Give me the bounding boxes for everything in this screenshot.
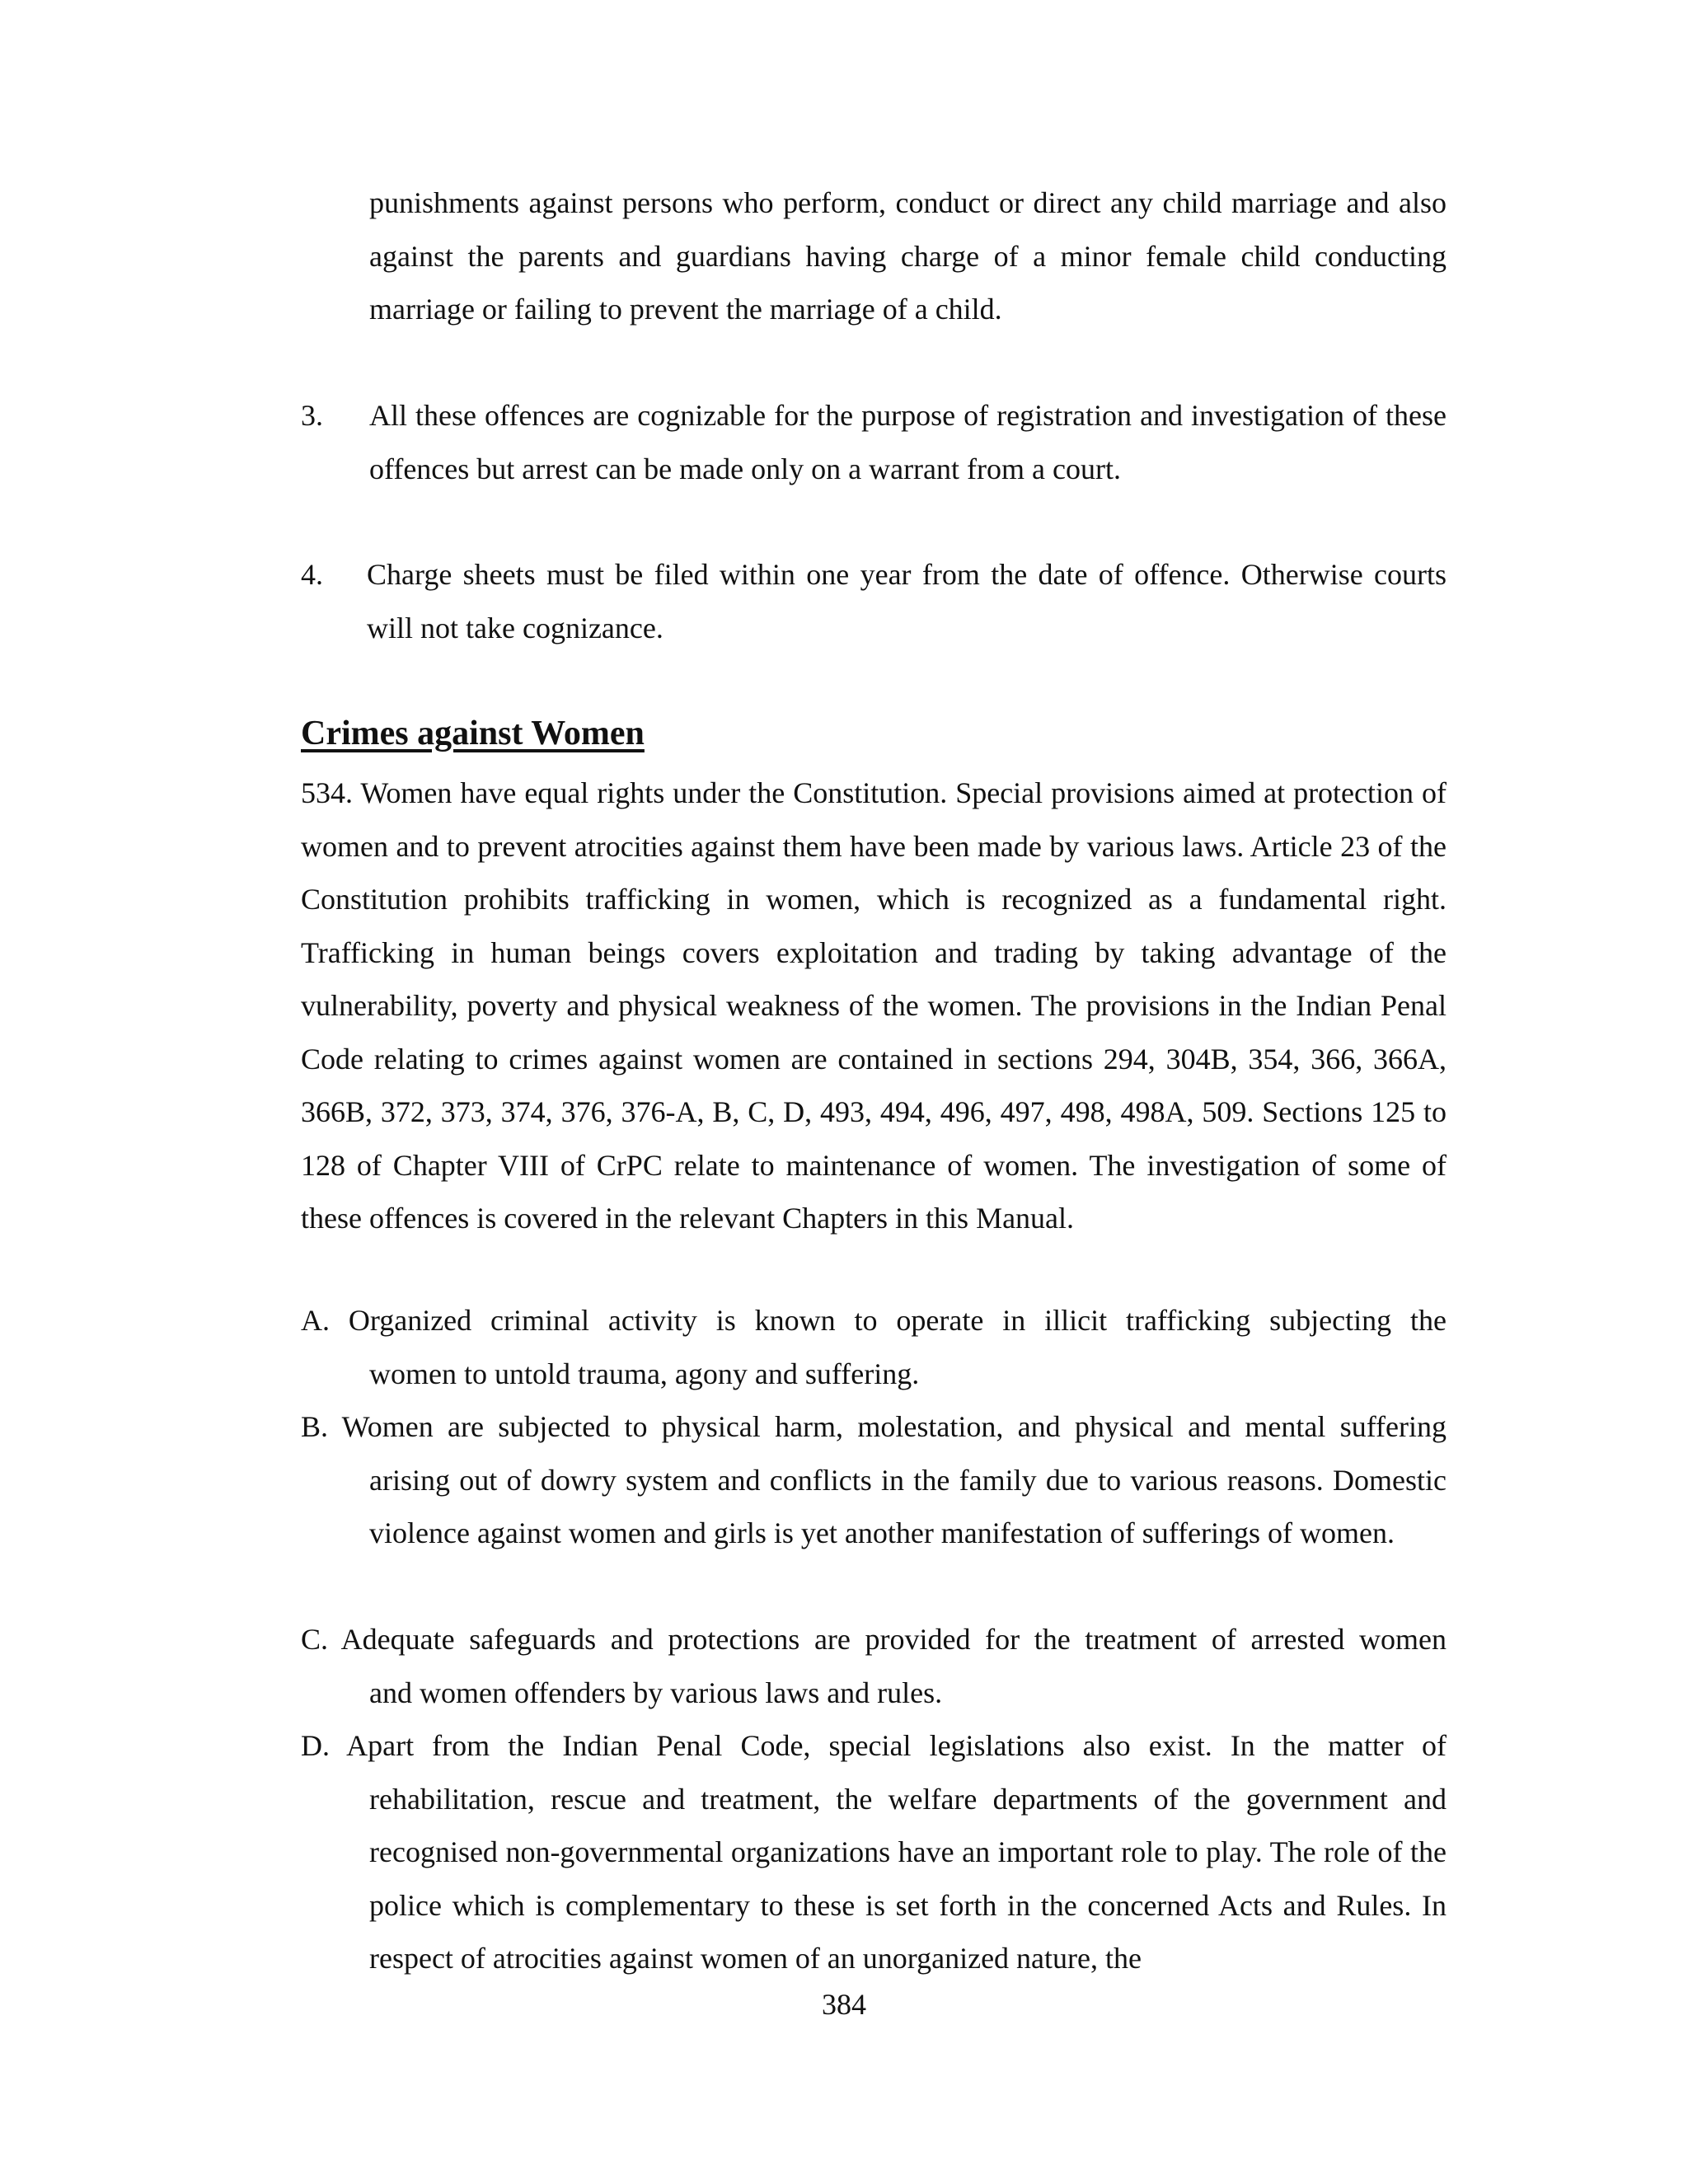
lettered-item-a [301, 1294, 1447, 1400]
item-marker: 4. [301, 558, 323, 591]
lettered-item-lead: B. Women are subjected to physical harm, molestation, and physical and mental suffering [301, 1410, 1447, 1443]
lettered-item-rest: arising out of dowry system and conflicts in the family due to various reasons. Domestic violence against women and girls is yet another manifestation of sufferings of women. [369, 1463, 1447, 1549]
numbered-item-3 [301, 389, 1447, 495]
item-text: Charge sheets must be filed within one year from the date of offence. Otherwise courts will not take cognizance. [367, 558, 1447, 644]
section-paragraph: 534. Women have equal rights under the Constitution. Special provisions aimed at protection of women and to prevent atrocities against them have been made by various laws. Article 23 of the Constitution prohibits trafficking in women, which is recognized as a fundamental right. Trafficking in human beings covers exploitation and trading by taking advantage of the vulnerability, poverty and physical weakness of the women. The provisions in the Indian Penal Code relating to crimes against women are contained in sections 294, 304B, 354, 366, 366A, 366B, 372, 373, 374, 376, 376-A, B, C, D, 493, 494, 496, 497, 498, 498A, 509. Sections 125 to 128 of Chapter VIII of CrPC relate to maintenance of women. The investigation of some of these offences is covered in the relevant Chapters in this Manual. [301, 776, 1447, 1235]
item-marker: 3. [301, 399, 323, 432]
lettered-item-b [301, 1400, 1447, 1560]
lettered-item-rest: women to untold trauma, agony and suffering. [369, 1357, 920, 1390]
item-text: All these offences are cognizable for the purpose of registration and investigation of these offences but arrest can be made only on a warrant from a court. [369, 399, 1447, 485]
numbered-item-4 [301, 548, 1447, 654]
lettered-item-lead: C. Adequate safeguards and protections are provided for the treatment of arrested women [301, 1623, 1447, 1656]
lettered-item-lead: A. Organized criminal activity is known to operate in illicit trafficking subjecting the [301, 1304, 1447, 1337]
section-heading: Crimes against Women [301, 715, 645, 752]
lettered-item-d [301, 1719, 1447, 1985]
lettered-item-lead: D. Apart from the Indian Penal Code, special legislations also exist. In the matter of [301, 1729, 1447, 1762]
lettered-item-c [301, 1613, 1447, 1719]
lettered-item-rest: and women offenders by various laws and rules. [369, 1675, 943, 1709]
continuation-paragraph: punishments against persons who perform, conduct or direct any child marriage and also against the parents and guardians having charge of a minor female child conducting marriage or failing to prevent the marriage of a child. [369, 186, 1447, 326]
page-number: 384 [822, 1988, 866, 2021]
lettered-item-rest: rehabilitation, rescue and treatment, the welfare departments of the government and recognised non-governmental organizations have an important role to play. The role of the police which is complementary to these is set forth in the concerned Acts and Rules. In respect of atrocities against women of an unorganized nature, the [369, 1782, 1447, 1975]
